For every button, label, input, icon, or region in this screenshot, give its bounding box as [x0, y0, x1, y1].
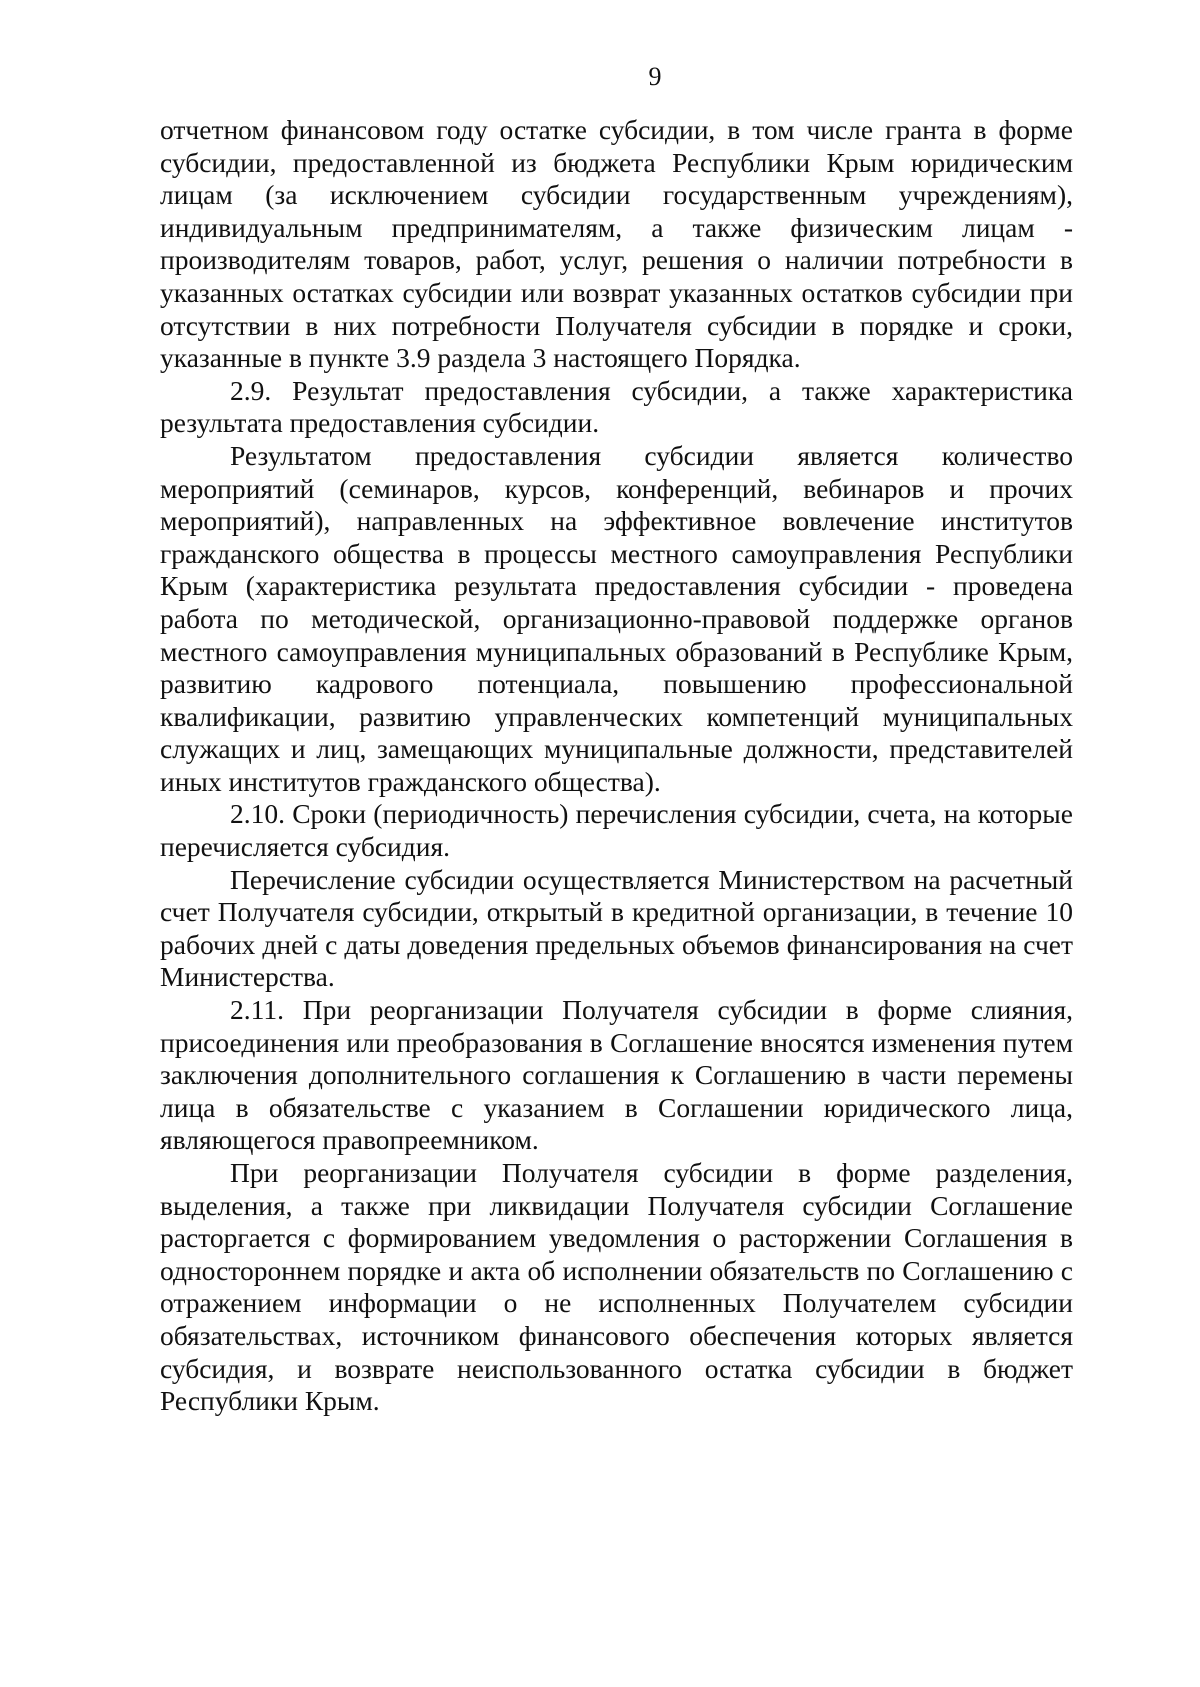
paragraph-reorganization-termination: При реорганизации Получателя субсидии в форме разделения, выделения, а также при ликвидации Получателя субсидии Соглашение расторгается с формированием уведомления о расторжении Соглашения в одностороннем порядке и акта об исполнении обязательств по Соглашению с отражением информации о не исполненных Получателем субсидии обязательствах, источником финансового обеспечения которых является субсидия, и возврате неиспользованного остатка субсидии в бюджет Республики Крым.	[160, 1157, 1073, 1417]
paragraph-2-9-heading: 2.9. Результат предоставления субсидии, а также характеристика результата предоставления субсидии.	[160, 374, 1073, 439]
paragraph-2-9-body: Результатом предоставления субсидии является количество мероприятий (семинаров, курсов, конференций, вебинаров и прочих мероприятий), направленных на эффективное вовлечение институтов гражданского общества в процессы местного самоуправления Республики Крым (характеристика результата предоставления субсидии - проведена работа по методической, организационно-правовой поддержке органов местного самоуправления муниципальных образований в Республике Крым, развитию кадрового потенциала, повышению профессиональной квалификации, развитию управленческих компетенций муниципальных служащих и лиц, замещающих муниципальные должности, представителей иных институтов гражданского общества).	[160, 439, 1073, 797]
paragraph-2-10-heading: 2.10. Сроки (периодичность) перечисления субсидии, счета, на которые перечисляется субсидия.	[160, 798, 1073, 863]
paragraph-2-10-body: Перечисление субсидии осуществляется Министерством на расчетный счет Получателя субсидии, открытый в кредитной организации, в течение 10 рабочих дней с даты доведения предельных объемов финансирования на счет Министерства.	[160, 863, 1073, 993]
paragraph-1: отчетном финансовом году остатке субсидии, в том числе гранта в форме субсидии, предоставленной из бюджета Республики Крым юридическим лицам (за исключением субсидии государственным учреждениям), индивидуальным предпринимателям, а также физическим лицам - производителям товаров, работ, услуг, решения о наличии потребности в указанных остатках субсидии или возврат указанных остатков субсидии при отсутствии в них потребности Получателя субсидии в порядке и сроки, указанные в пункте 3.9 раздела 3 настоящего Порядка.	[160, 114, 1073, 374]
page-number: 9	[648, 62, 662, 91]
document-body	[160, 114, 1073, 1418]
paragraph-2-11: 2.11. При реорганизации Получателя субсидии в форме слияния, присоединения или преобразования в Соглашение вносятся изменения путем заключения дополнительного соглашения к Соглашению в части перемены лица в обязательстве с указанием в Соглашении юридического лица, являющегося правопреемником.	[160, 994, 1073, 1156]
